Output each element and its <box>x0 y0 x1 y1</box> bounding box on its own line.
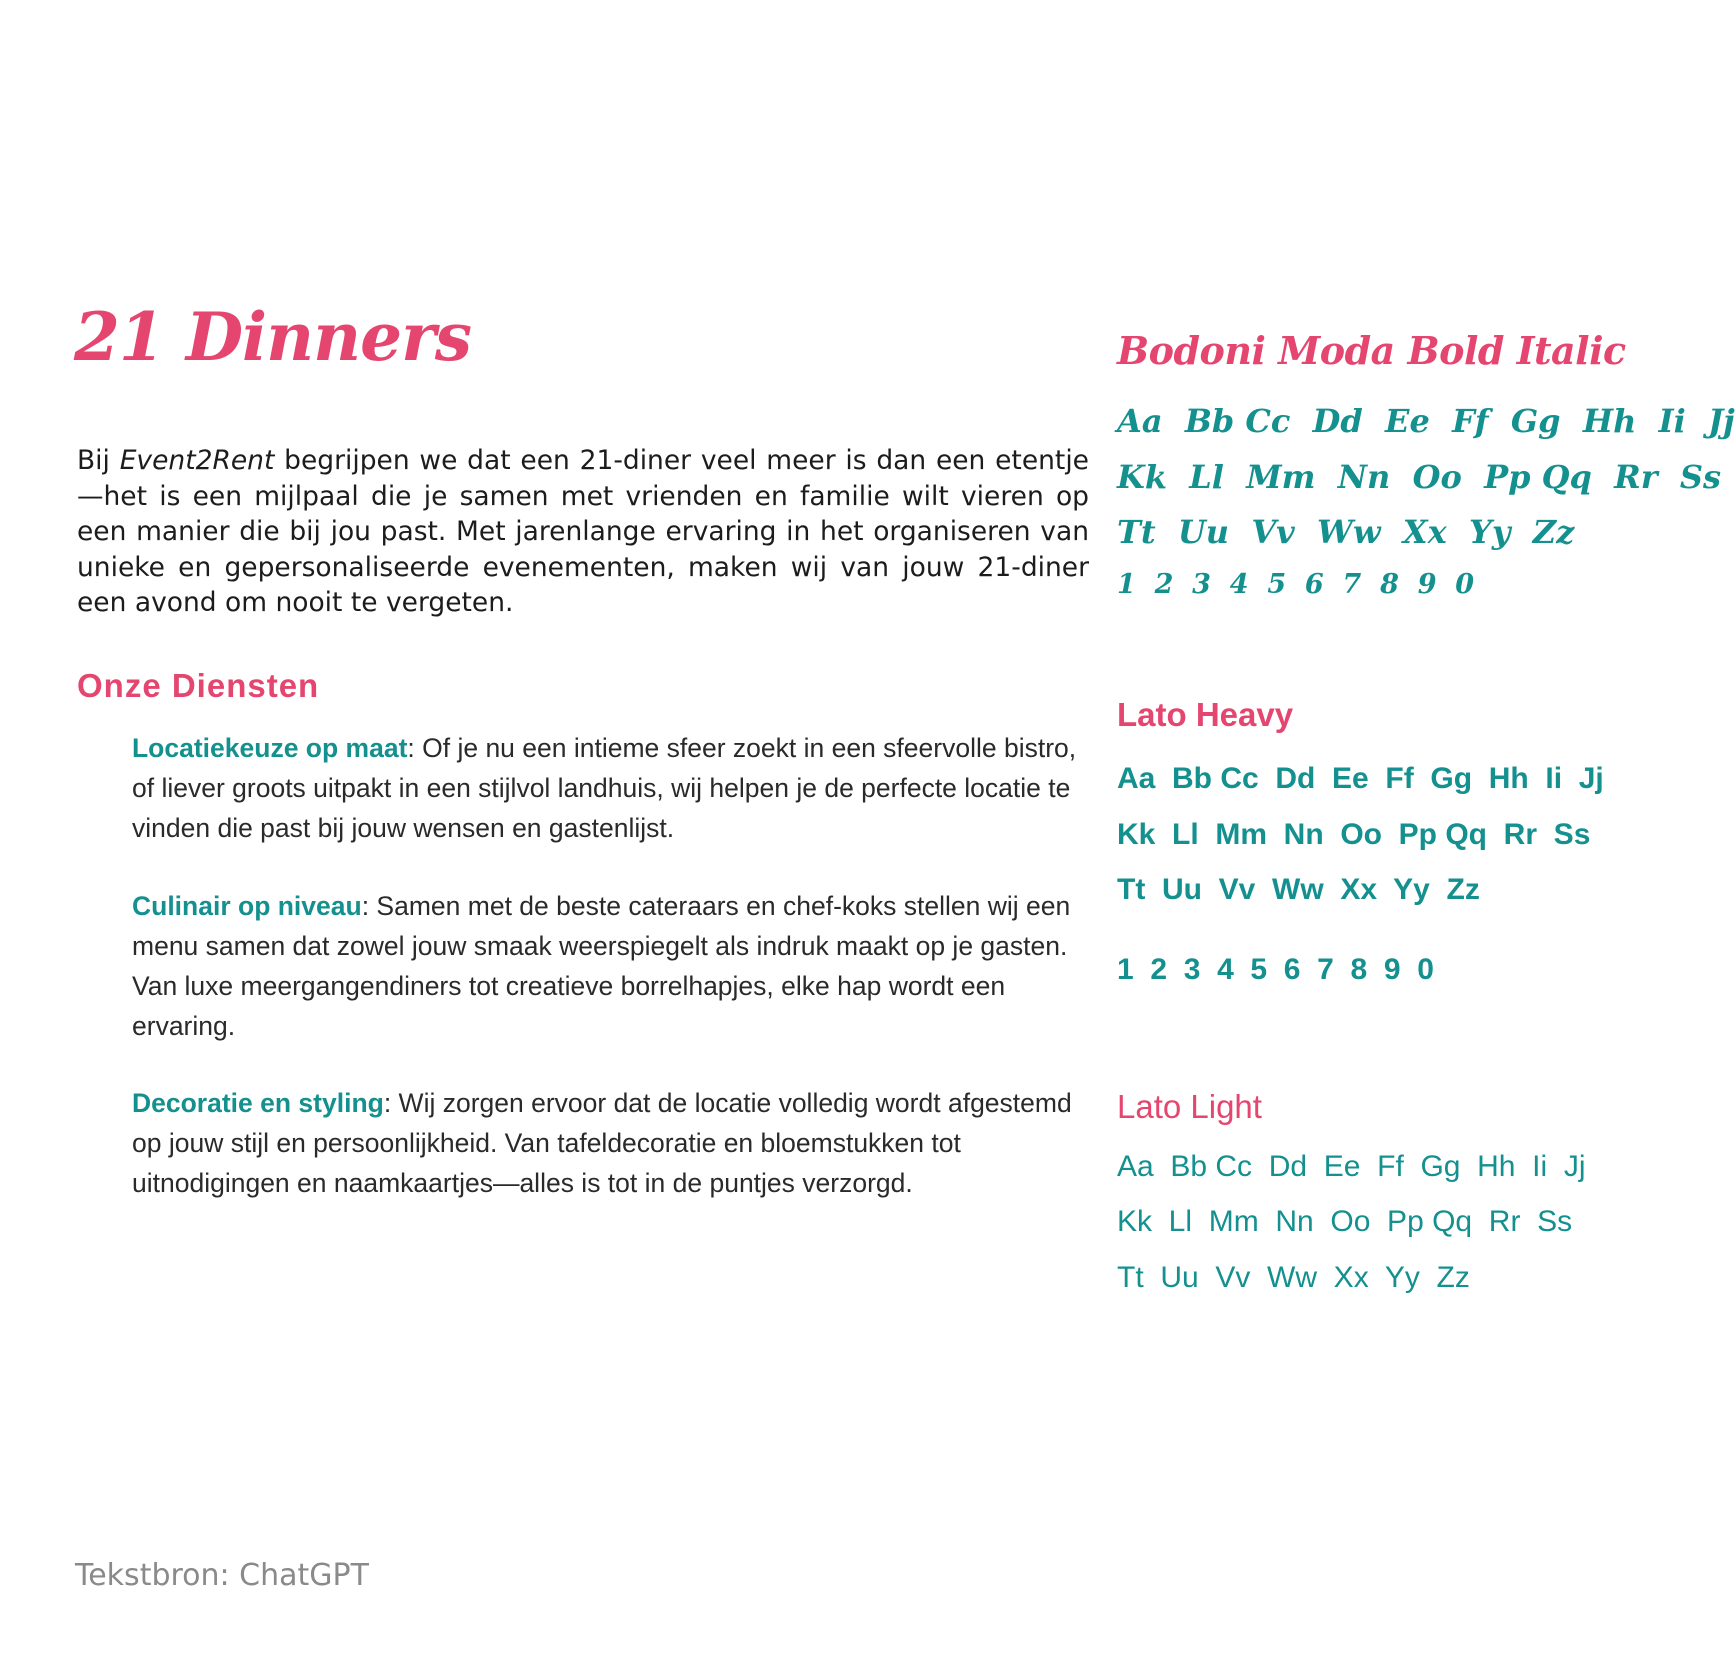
specimen-title-lato-heavy: Lato Heavy <box>1117 696 1294 733</box>
specimen-row-bodoni: Aa Bb Cc Dd Ee Ff Gg Hh Ii Jj <box>1117 402 1735 440</box>
specimen-row-bodoni: Tt Uu Vv Ww Xx Yy Zz <box>1117 513 1575 551</box>
specimen-row-bodoni: Kk Ll Mm Nn Oo Pp Qq Rr Ss <box>1117 458 1722 496</box>
intro-text-rest: begrijpen we dat een 21-diner veel meer is dan een etentje—het is een mijlpaal die je samen met vrienden en familie wilt vieren op een manier die bij jou past. Met jarenlange ervaring in het organiseren van unieke en gepersonaliseerde evenementen, maken wij van jouw 21-diner een avond om nooit te vergeten. <box>77 445 1089 618</box>
specimen-row-lato-light: Kk Ll Mm Nn Oo Pp Qq Rr Ss <box>1117 1205 1573 1238</box>
intro-text-start: Bij <box>77 445 120 476</box>
service-item <box>132 728 1092 848</box>
specimen-row-lato-light: Tt Uu Vv Ww Xx Yy Zz <box>1117 1261 1470 1294</box>
service-description: : Samen met de beste cateraars en chef-koks stellen wij een menu samen dat zowel jouw smaak weerspiegelt als indruk maakt op je gasten. Van luxe meergangendiners tot creatieve borrelhapjes, elke hap wordt een ervaring. <box>132 891 1071 1041</box>
services-heading: Onze Diensten <box>77 667 320 704</box>
specimen-row-lato-heavy: Kk Ll Mm Nn Oo Pp Qq Rr Ss <box>1117 818 1591 851</box>
specimen-title-lato-light: Lato Light <box>1117 1088 1262 1125</box>
specimen-row-lato-light: Aa Bb Cc Dd Ee Ff Gg Hh Ii Jj <box>1117 1150 1586 1183</box>
page-title: 21 Dinners <box>74 298 472 376</box>
specimen-row-lato-heavy: Tt Uu Vv Ww Xx Yy Zz <box>1117 873 1480 906</box>
specimen-row-lato-heavy-digits: 1 2 3 4 5 6 7 8 9 0 <box>1117 953 1434 986</box>
intro-paragraph <box>77 443 1089 621</box>
service-term: Decoratie en styling <box>132 1088 384 1118</box>
service-item <box>132 1083 1092 1203</box>
service-item <box>132 886 1092 1046</box>
specimen-row-lato-heavy: Aa Bb Cc Dd Ee Ff Gg Hh Ii Jj <box>1117 762 1604 795</box>
brand-name: Event2Rent <box>119 445 275 476</box>
service-term: Culinair op niveau <box>132 891 362 921</box>
source-note: Tekstbron: ChatGPT <box>75 1558 369 1593</box>
service-description: : Of je nu een intieme sfeer zoekt in een sfeervolle bistro, of liever groots uitpakt in een stijlvol landhuis, wij helpen je de perfecte locatie te vinden die past bij jouw wensen en gastenlijst. <box>132 733 1077 843</box>
specimen-row-bodoni-digits: 1 2 3 4 5 6 7 8 9 0 <box>1117 569 1475 600</box>
service-term: Locatiekeuze op maat <box>132 733 408 763</box>
specimen-title-bodoni: Bodoni Moda Bold Italic <box>1117 328 1626 373</box>
service-description: : Wij zorgen ervoor dat de locatie volledig wordt afgestemd op jouw stijl en persoonlijkheid. Van tafeldecoratie en bloemstukken tot uitnodigingen en naamkaartjes—alles is tot in de puntjes verzorgd. <box>132 1088 1072 1198</box>
